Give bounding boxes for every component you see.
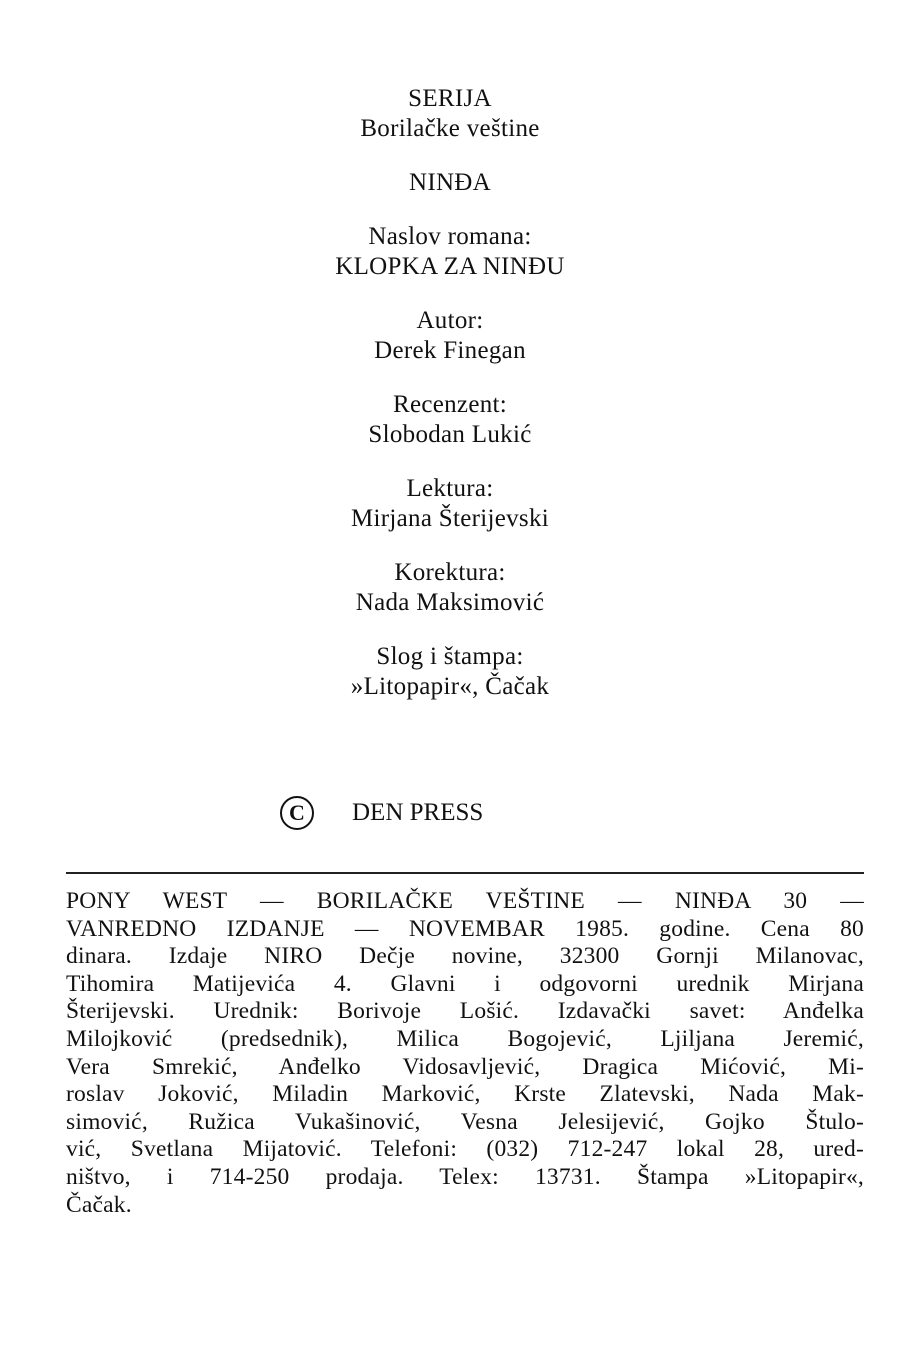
imprint-line: vić, Svetlana Mijatović. Telefoni: (032) 712-247 lokal 28, ured- (66, 1136, 864, 1163)
reviewer-label: Recenzent: (392, 391, 508, 418)
series-name: Borilačke veštine (360, 115, 540, 142)
copyright-line (280, 796, 483, 830)
proofreading-label: Korektura: (394, 559, 506, 586)
imprint-line: Šterijevski. Urednik: Borivoje Lošić. Izdavački savet: Anđelka (66, 998, 864, 1025)
imprint-line: PONY WEST — BORILAČKE VEŠTINE — NINĐA 30 — (66, 888, 864, 914)
title-block (150, 222, 750, 282)
credits-block (150, 84, 750, 726)
printing-block (150, 642, 750, 702)
imprint-line: simović, Ružica Vukašinović, Vesna Jelesijević, Gojko Štulo- (66, 1108, 864, 1135)
printing-label: Slog i štampa: (376, 643, 524, 670)
editing-block (150, 474, 750, 534)
copyright-holder: DEN PRESS (352, 799, 484, 826)
imprint-line: Vera Smrekić, Anđelko Vidosavljević, Dragica Mićović, Mi- (66, 1053, 864, 1080)
imprint-paragraph (66, 888, 864, 1219)
imprint-line: ništvo, i 714-250 prodaja. Telex: 13731. Štampa »Litopapir«, (66, 1163, 864, 1190)
author-name: Derek Finegan (374, 337, 526, 364)
editing-label: Lektura: (406, 475, 494, 502)
author-block (150, 306, 750, 366)
proofreading-block (150, 558, 750, 618)
imprint-line: Tihomira Matijevića 4. Glavni i odgovorni urednik Mirjana (66, 970, 864, 997)
copyright-icon: C (280, 796, 314, 830)
imprint-line: roslav Joković, Miladin Marković, Krste Zlatevski, Nada Mak- (66, 1081, 864, 1108)
printing-name: »Litopapir«, Čačak (350, 673, 550, 700)
series-label: SERIJA (408, 85, 492, 112)
reviewer-name: Slobodan Lukić (368, 421, 532, 448)
divider (66, 872, 864, 874)
edition-block (150, 168, 750, 198)
edition-name: NINĐA (408, 169, 492, 196)
imprint-line: VANREDNO IZDANJE — NOVEMBAR 1985. godine. Cena 80 (66, 915, 864, 942)
author-label: Autor: (416, 307, 484, 334)
series-block (150, 84, 750, 144)
title-label: Naslov romana: (368, 223, 532, 250)
book-title: KLOPKA ZA NINĐU (335, 253, 565, 280)
imprint-line: Čačak. (66, 1191, 132, 1218)
reviewer-block (150, 390, 750, 450)
proofreading-name: Nada Maksimović (355, 589, 545, 616)
editing-name: Mirjana Šterijevski (350, 505, 550, 532)
imprint-line: Milojković (predsednik), Milica Bogojević, Ljiljana Jeremić, (66, 1025, 864, 1052)
imprint-line: dinara. Izdaje NIRO Dečje novine, 32300 Gornji Milanovac, (66, 943, 864, 970)
